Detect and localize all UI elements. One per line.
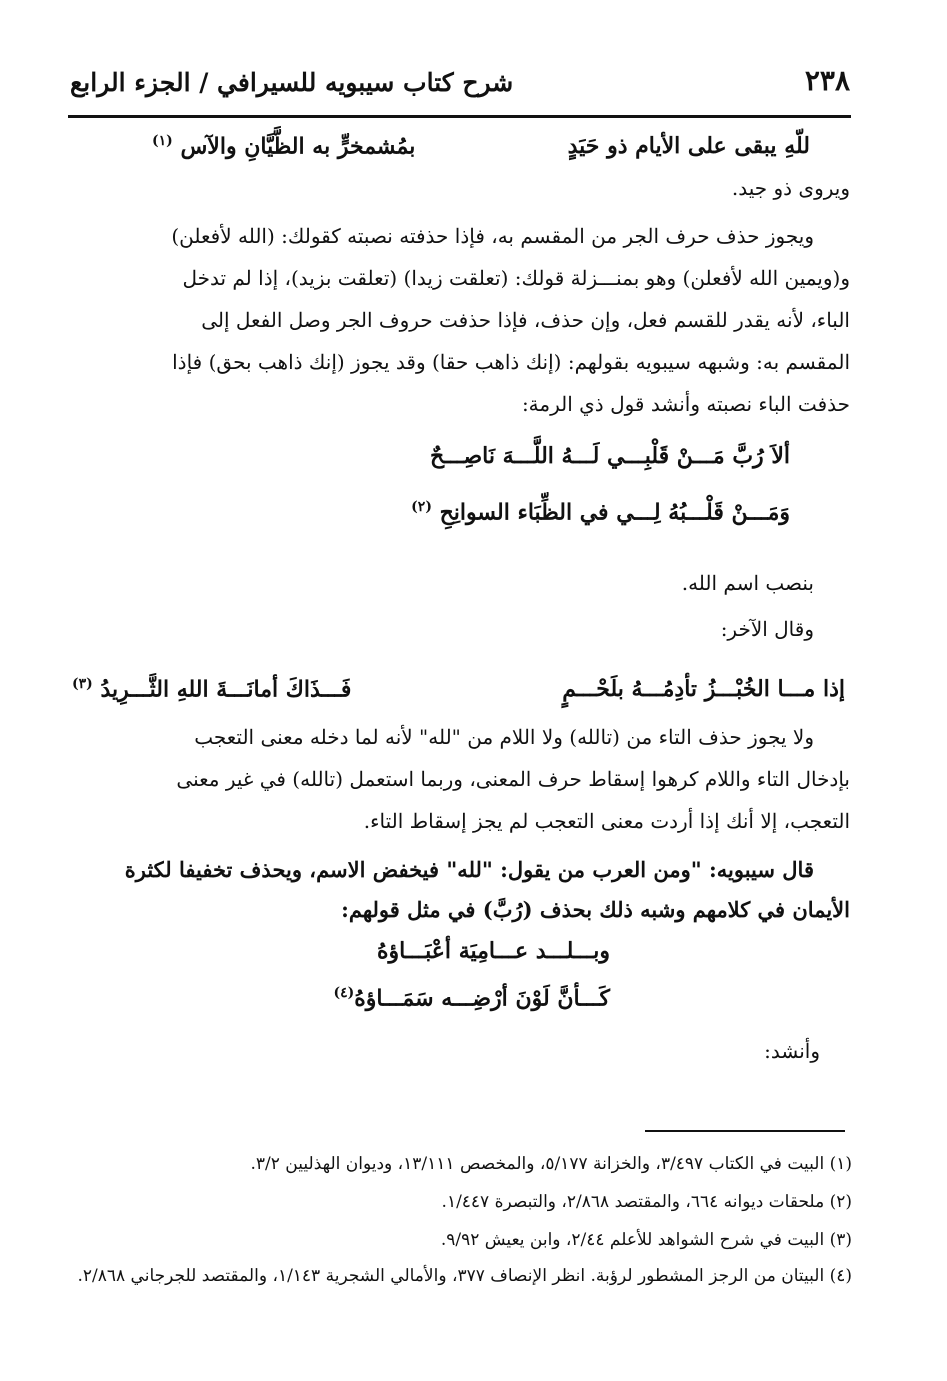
verse-1-second-hemistich xyxy=(152,133,415,159)
verse-3-second-text: فَـــذَاكَ أمانَـــةَ اللهِ الثَّـــرِيدُ xyxy=(100,675,352,702)
verse-3-second-hemistich xyxy=(72,676,351,702)
page-body xyxy=(72,125,850,1063)
anshad-line: وأنشد: xyxy=(764,1039,820,1064)
paragraph-line: ولا يجوز حذف التاء من (تالله) ولا اللام من "لله" لأنه لما دخله معنى التعجب xyxy=(194,724,814,749)
verse-1-second-text: بمُشمخرٍّ به الظَّيَّانِ والآس xyxy=(180,133,416,160)
paragraph-line: حذفت الباء نصبته وأنشد قول ذي الرمة: xyxy=(521,392,850,417)
paragraph-line: وقال الآخر: xyxy=(720,616,814,641)
verse-1-first-hemistich: للّهِ يبقى على الأيام ذو حَيَدٍ xyxy=(567,133,810,160)
rajaz-line-2 xyxy=(72,972,610,1019)
paragraph-line: التعجب، إلا أنك إذا أردت معنى التعجب لم يجز إسقاط التاء. xyxy=(363,808,850,833)
paragraph-line: الباء، لأنه يقدر للقسم فعل، وإن حذف، فإذا حذفت حروف الجر وصل الفعل إلى xyxy=(201,308,850,333)
footnote-ref-3: (٣) xyxy=(72,675,93,692)
page-number: ٢٣٨ xyxy=(804,64,850,97)
footnote-2: (٢) ملحقات ديوانه ٦٦٤، والمقتصد ٢/٨٦٨، والتبصرة ١/٤٤٧. xyxy=(441,1192,852,1212)
header-rule xyxy=(68,115,851,118)
paragraph-line: المقسم به: وشبهه سيبويه بقولهم: (إنك ذاهب حقا) وقد يجوز (إنك ذاهب بحق) فإذا xyxy=(172,350,850,375)
sibawayh-quote xyxy=(72,850,850,930)
footnote-3: (٣) البيت في شرح الشواهد للأعلم ٢/٤٤، وابن يعيش ٩/٩٢. xyxy=(440,1230,852,1250)
quote-line: الأيمان في كلامهم وشبه ذلك بحذف (رُبَّ) في مثل قولهم: xyxy=(341,896,850,922)
footnote-rule xyxy=(645,1130,845,1132)
footnote-ref-4: (٤) xyxy=(333,984,355,1001)
variant-note: ويروى ذو جيد. xyxy=(731,176,850,201)
footnote-ref-1: (١) xyxy=(152,133,173,149)
verse-2-line-2 xyxy=(72,499,850,525)
rajaz-verse xyxy=(72,930,850,1019)
verse-3-first-hemistich: إذا مـــا الخُبْـــزُ تأدِمُـــهُ بلَحْـــمٍ xyxy=(562,675,845,702)
rajaz-line-1: وبـــلـــد عـــامِيَة أعْبَـــاؤهُ xyxy=(376,937,610,964)
page-header xyxy=(70,62,850,112)
paragraph-line: و(ويمين الله لأفعلن) وهو بمنـــزلة قولك: (تعلقت زيدا) (تعلقت بزيد)، إذا لم تدخل xyxy=(182,266,850,291)
paragraph-line: بإدخال التاء واللام كرهوا إسقاط حرف المعنى، وربما استعمل (تالله) في غير معنى xyxy=(176,766,850,791)
verse-3 xyxy=(72,676,850,702)
running-title: شرح كتاب سيبويه للسيرافي / الجزء الرابع xyxy=(70,68,514,97)
rajaz-line-2-text: كَـــأنَّ لَوْنَ أرْضِـــه سَمَـــاؤهُ xyxy=(354,985,610,1012)
verse-2-line-2-text: وَمَـــنْ قَلْـــبُهُ لِـــي في الظِّبَاء السوانِحِ xyxy=(439,499,790,526)
footnotes xyxy=(72,1145,852,1293)
verse-2-line-1: ألاَ رُبَّ مَـــنْ قَلْبِـــي لَـــهُ اللَّـــهَ نَاصِـــحٌ xyxy=(429,443,790,470)
quote-line: قال سيبويه: "ومن العرب من يقول: "لله" فيخفض الاسم، ويحذف تخفيفا لكثرة xyxy=(124,856,814,882)
footnote-4: (٤) البيتان من الرجز المشطور لرؤبة. انظر الإنصاف ٣٧٧، والأمالي الشجرية ١/١٤٣، والمقتصد للجرجاني ٢/٨٦٨. xyxy=(77,1266,852,1286)
paragraph-line: ويجوز حذف حرف الجر من المقسم به، فإذا حذفته نصبته كقولك: (الله لأفعلن) xyxy=(171,224,814,249)
verse-1 xyxy=(152,133,810,159)
footnote-1: (١) البيت في الكتاب ٣/٤٩٧، والخزانة ٥/١٧٧، والمخصص ١٣/١١١، وديوان الهذليين ٣/٢. xyxy=(250,1154,852,1174)
paragraph-line: بنصب اسم الله. xyxy=(681,570,814,595)
footnote-ref-2: (٢) xyxy=(411,499,432,516)
